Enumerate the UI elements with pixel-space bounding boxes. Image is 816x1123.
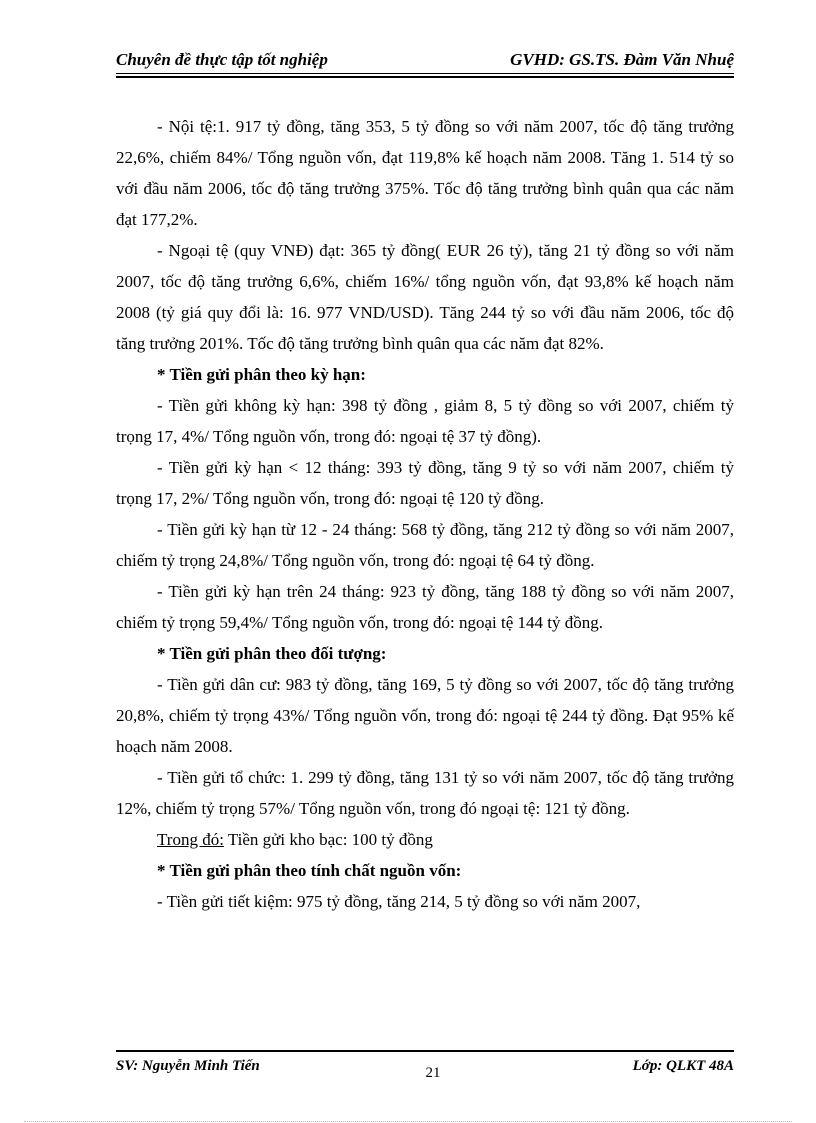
page-header xyxy=(116,48,734,72)
paragraph-treasury xyxy=(116,824,734,855)
paragraph-term-over-24: - Tiền gửi kỳ hạn trên 24 tháng: 923 tỷ đồng, tăng 188 tỷ đồng so với năm 2007, chiếm tỷ trọng 59,4%/ Tổng nguồn vốn, trong đó: ngoại tệ 144 tỷ đồng. xyxy=(116,582,734,632)
footer-student: SV: Nguyễn Minh Tiến xyxy=(116,1058,260,1074)
page-body xyxy=(116,111,734,917)
paragraph-demand-deposits: - Tiền gửi không kỳ hạn: 398 tỷ đồng , giảm 8, 5 tỷ đồng so với 2007, chiếm tỷ trọng 17, 4%/ Tổng nguồn vốn, trong đó: ngoại tệ 37 tỷ đồng). xyxy=(116,396,734,446)
header-title: Chuyên đề thực tập tốt nghiệp xyxy=(116,50,328,69)
paragraph-term-12-24: - Tiền gửi kỳ hạn từ 12 - 24 tháng: 568 tỷ đồng, tăng 212 tỷ đồng so với năm 2007, chiếm tỷ trọng 24,8%/ Tổng nguồn vốn, trong đó: ngoại tệ 64 tỷ đồng. xyxy=(116,520,734,570)
paragraph-foreign-currency: - Ngoại tệ (quy VNĐ) đạt: 365 tỷ đồng( EUR 26 tỷ), tăng 21 tỷ đồng so với năm 2007, tốc độ tăng trưởng 6,6%, chiếm 16%/ tổng nguồn vốn, đạt 93,8% kế hoạch năm 2008 (tỷ giá quy đổi là: 16. 977 VND/USD). Tăng 244 tỷ so với đầu năm 2006, tốc độ tăng trưởng 201%. Tốc độ tăng trưởng bình quân qua các năm đạt 82%. xyxy=(116,241,734,353)
heading-by-source-nature: * Tiền gửi phân theo tính chất nguồn vốn: xyxy=(157,861,462,880)
paragraph-residents: - Tiền gửi dân cư: 983 tỷ đồng, tăng 169, 5 tỷ đồng so với 2007, tốc độ tăng trưởng 20,8%, chiếm tỷ trọng 43%/ Tổng nguồn vốn, trong đó: ngoại tệ 244 tỷ đồng. Đạt 95% kế hoạch năm 2008. xyxy=(116,675,734,756)
page-number: 21 xyxy=(425,1065,441,1081)
paragraph-savings: - Tiền gửi tiết kiệm: 975 tỷ đồng, tăng 214, 5 tỷ đồng so với năm 2007, xyxy=(157,892,641,911)
header-advisor: GVHD: GS.TS. Đàm Văn Nhuệ xyxy=(510,50,734,69)
paragraph-organizations: - Tiền gửi tổ chức: 1. 299 tỷ đồng, tăng 131 tỷ so với năm 2007, tốc độ tăng trưởng 12%, chiếm tỷ trọng 57%/ Tổng nguồn vốn, trong đó ngoại tệ: 121 tỷ đồng. xyxy=(116,768,734,818)
header-rule-thick xyxy=(116,76,734,78)
footer-class: Lớp: QLKT 48A xyxy=(632,1058,734,1074)
paragraph-domestic-currency: - Nội tệ:1. 917 tỷ đồng, tăng 353, 5 tỷ đồng so với năm 2007, tốc độ tăng trưởng 22,6%, chiếm 84%/ Tổng nguồn vốn, đạt 119,8% kế hoạch năm 2008. Tăng 1. 514 tỷ so với đầu năm 2006, tốc độ tăng trưởng 375%. Tốc độ tăng trưởng bình quân qua các năm đạt 177,2%. xyxy=(116,117,734,229)
treasury-label: Trong đó: xyxy=(157,830,224,849)
page-bottom-dotted-line xyxy=(24,1121,792,1122)
paragraph-term-under-12: - Tiền gửi kỳ hạn < 12 tháng: 393 tỷ đồng, tăng 9 tỷ so với năm 2007, chiếm tỷ trọng 17, 2%/ Tổng nguồn vốn, trong đó: ngoại tệ 120 tỷ đồng. xyxy=(116,458,734,508)
heading-by-term: * Tiền gửi phân theo kỳ hạn: xyxy=(157,365,366,384)
treasury-text: Tiền gửi kho bạc: 100 tỷ đồng xyxy=(223,830,433,849)
header-rule-thin xyxy=(116,73,734,74)
heading-by-customer: * Tiền gửi phân theo đối tượng: xyxy=(157,644,387,663)
footer-rule xyxy=(116,1050,734,1052)
